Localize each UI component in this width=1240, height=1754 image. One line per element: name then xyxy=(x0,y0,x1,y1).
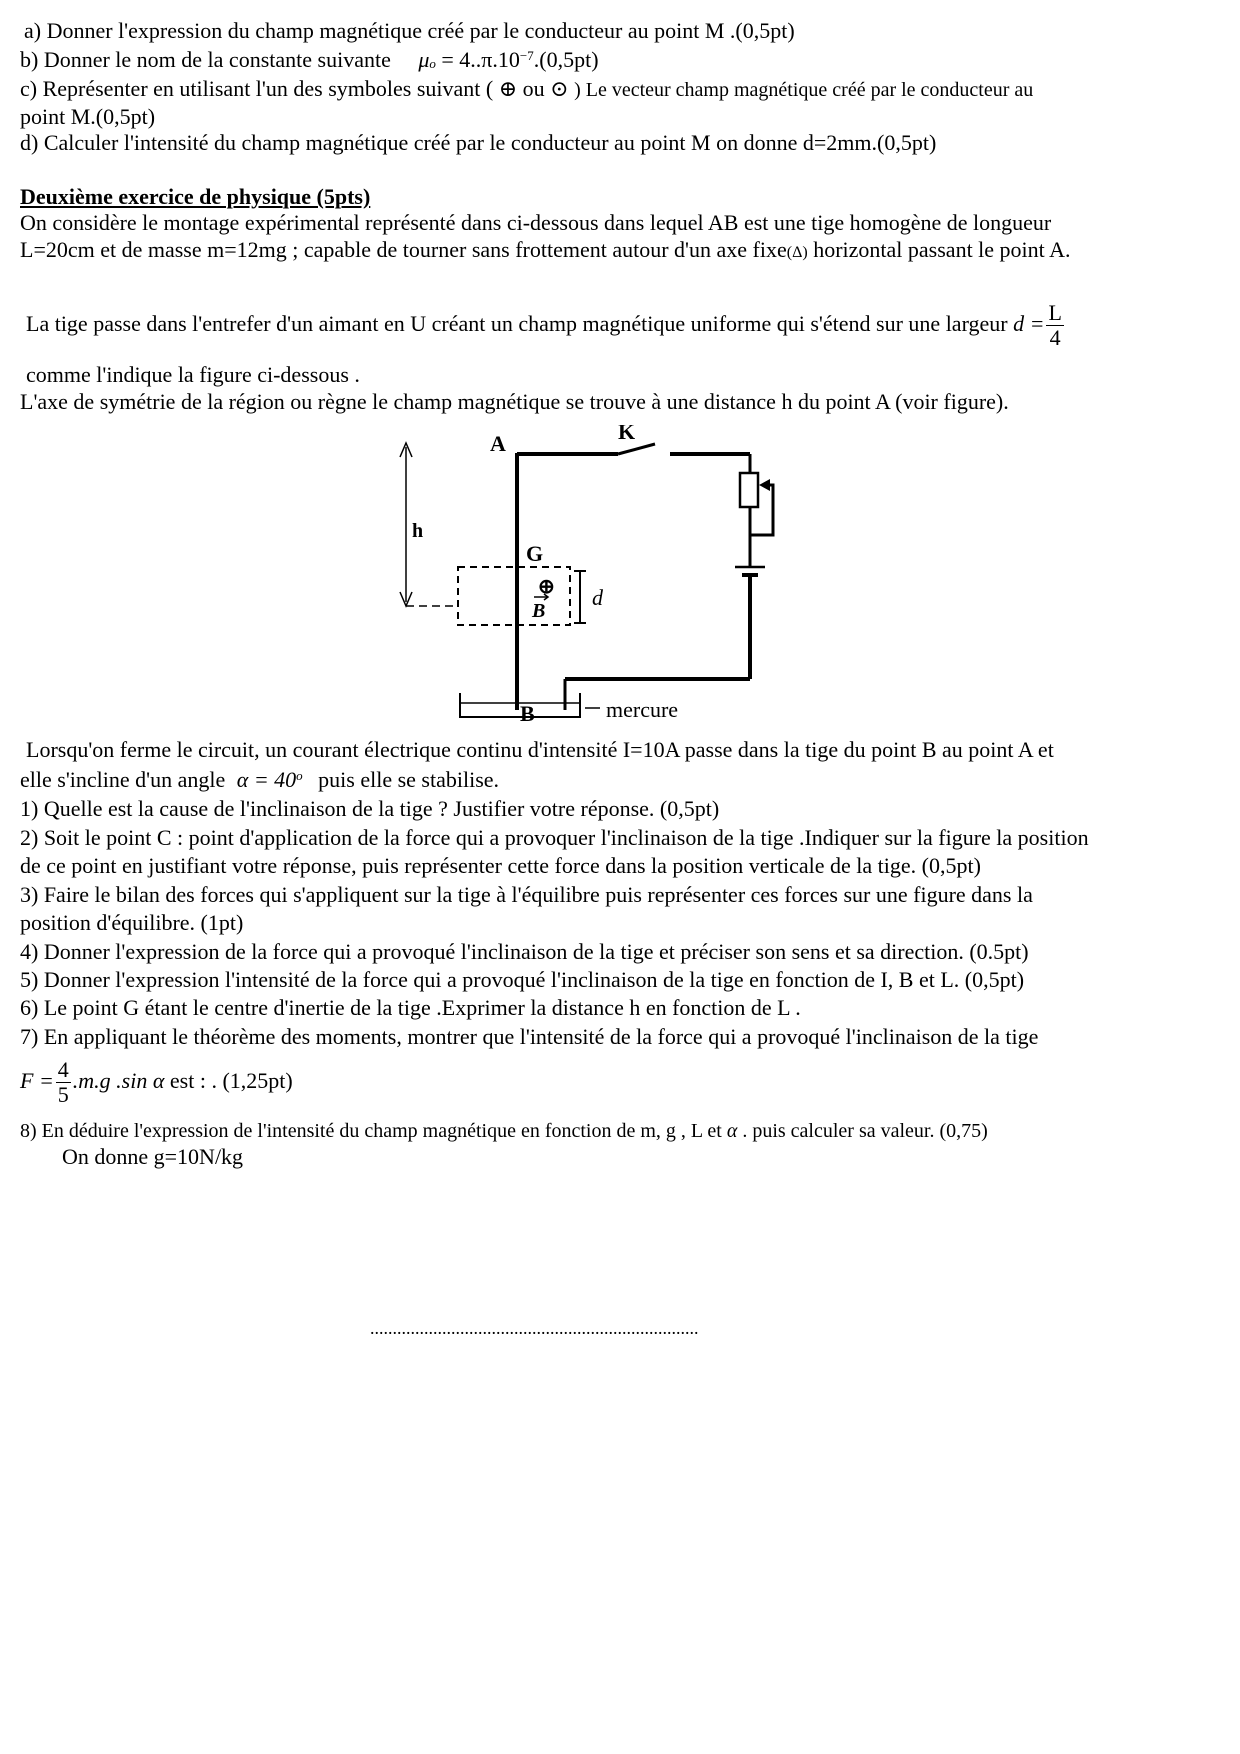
question-b-points: .(0,5pt) xyxy=(533,47,599,72)
d-equals: d = xyxy=(1013,311,1045,336)
force-F: F = xyxy=(20,1068,54,1093)
switch-K xyxy=(618,444,655,454)
angle-text: elle s'incline d'un angle xyxy=(20,767,226,792)
question-8-text: 8) En déduire l'expression de l'intensité du champ magnétique en fonction de m, g , L et xyxy=(20,1120,722,1142)
force-formula xyxy=(20,1055,293,1107)
question-a: a) Donner l'expression du champ magnétique créé par le conducteur au point M .(0,5pt) xyxy=(24,18,795,43)
question-3-line1: 3) Faire le bilan des forces qui s'appliquent sur la tige à l'équilibre puis représenter ces forces sur une figure dans la xyxy=(20,882,1033,907)
circuit-diagram xyxy=(380,425,850,730)
exercise2-p2 xyxy=(20,237,1070,266)
label-d: d xyxy=(592,585,603,610)
force-expression: .m.g .sin α xyxy=(72,1068,165,1093)
ou-text: ou xyxy=(522,76,545,101)
question-c-line2: point M.(0,5pt) xyxy=(20,104,156,129)
fraction-5: 5 xyxy=(57,1082,69,1108)
circled-dot-symbol: ⊙ xyxy=(550,76,569,101)
mu-symbol: μ xyxy=(418,47,430,72)
question-d: d) Calculer l'intensité du champ magnétique créé par le conducteur au point M on donne d=2mm.(0,5pt) xyxy=(20,130,937,155)
question-8-end: . puis calculer sa valeur. (0,75) xyxy=(742,1120,988,1142)
circled-plus-symbol: ⊕ xyxy=(498,76,518,101)
fraction-4-over-5 xyxy=(56,1058,71,1107)
rheostat xyxy=(740,473,758,507)
label-B: B xyxy=(520,701,535,726)
mu-exponent: −7 xyxy=(519,48,534,63)
label-h: h xyxy=(412,520,424,542)
question-7: 7) En appliquant le théorème des moments, montrer que l'intensité de la force qui a provoqué l'inclinaison de la tige xyxy=(20,1024,1039,1049)
circuit-figure xyxy=(380,425,850,730)
paragraph-angle xyxy=(20,767,499,793)
exercise2-p2-end: horizontal passant le point A. xyxy=(813,237,1071,262)
question-6: 6) Le point G étant le centre d'inertie de la tige .Exprimer la distance h en fonction de L . xyxy=(20,995,801,1020)
mu-subscript: o xyxy=(429,56,436,71)
paragraph-circuit-closed: Lorsqu'on ferme le circuit, un courant électrique continu d'intensité I=10A passe dans la tige du point B au point A et xyxy=(26,737,1054,762)
fraction-L-over-4 xyxy=(1046,301,1063,350)
exercise2-p3 xyxy=(26,298,1066,350)
question-2-line1: 2) Soit le point C : point d'application de la force qui a provoquer l'inclinaison de la tige .Indiquer sur la figure la position xyxy=(20,825,1089,850)
question-c-text-end: ) Le vecteur champ magnétique créé par le conducteur au xyxy=(574,79,1034,101)
exercise2-p4: comme l'indique la figure ci-dessous . xyxy=(26,362,360,387)
question-2-line2: de ce point en justifiant votre réponse, puis représenter cette force dans la position verticale de la tige. (0,5pt) xyxy=(20,853,981,878)
exercise2-p1: On considère le montage expérimental représenté dans ci-dessous dans lequel AB est une tige homogène de longueur xyxy=(20,210,1052,235)
exercise2-p3-text: La tige passe dans l'entrefer d'un aimant en U créant un champ magnétique uniforme qui s'étend sur une largeur xyxy=(26,311,1008,336)
fraction-4: 4 xyxy=(57,1057,69,1083)
question-4: 4) Donner l'expression de la force qui a provoqué l'inclinaison de la tige et préciser son sens et sa direction. (0.5pt) xyxy=(20,939,1029,964)
label-K: K xyxy=(618,425,636,444)
alpha-symbol: α xyxy=(726,1120,738,1142)
rheostat-arrow-icon xyxy=(759,479,770,491)
question-8 xyxy=(20,1118,988,1144)
force-points: est : . (1,25pt) xyxy=(164,1068,293,1093)
fraction-numerator: L xyxy=(1048,300,1062,326)
question-c-line1 xyxy=(20,76,1033,103)
angle-text-end: puis elle se stabilise. xyxy=(318,767,500,792)
exercise2-p5: L'axe de symétrie de la région ou règne le champ magnétique se trouve à une distance h du point A (voir figure). xyxy=(20,389,1009,414)
exercise2-heading: Deuxième exercice de physique (5pts) xyxy=(20,184,371,209)
angle-value: α = 40 xyxy=(236,767,297,792)
question-3-line2: position d'équilibre. (1pt) xyxy=(20,910,244,935)
end-dots: ......................................................................... xyxy=(370,1318,699,1338)
mu-value: = 4..π.10 xyxy=(435,47,520,72)
question-b xyxy=(20,47,599,73)
label-G: G xyxy=(526,541,544,566)
delta-axis: (Δ) xyxy=(786,244,808,261)
given-value: On donne g=10N/kg xyxy=(62,1144,244,1169)
exercise2-p2-text: L=20cm et de masse m=12mg ; capable de tourner sans frottement autour d'un axe fixe xyxy=(20,237,787,262)
label-A: A xyxy=(490,431,506,456)
question-1: 1) Quelle est la cause de l'inclinaison de la tige ? Justifier votre réponse. (0,5pt) xyxy=(20,796,720,821)
label-B-vector: B xyxy=(532,600,546,622)
question-c-text: c) Représenter en utilisant l'un des symboles suivant ( xyxy=(20,76,494,101)
label-mercure: mercure xyxy=(606,697,679,722)
question-b-text: b) Donner le nom de la constante suivante xyxy=(20,47,391,72)
angle-degree: o xyxy=(296,768,303,783)
fraction-denominator: 4 xyxy=(1049,325,1061,351)
question-5: 5) Donner l'expression l'intensité de la force qui a provoqué l'inclinaison de la tige en fonction de I, B et L. (0,5pt) xyxy=(20,967,1025,992)
field-symbol: ⊕ xyxy=(538,576,555,598)
